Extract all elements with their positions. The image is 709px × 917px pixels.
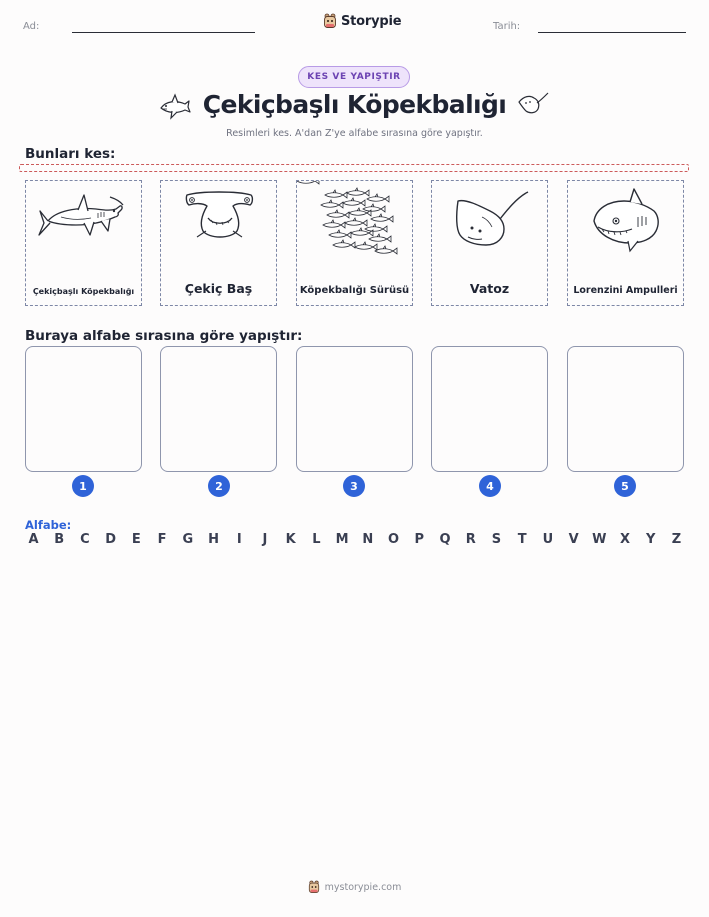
- footer-site[interactable]: mystorypie.com: [324, 881, 402, 893]
- cut-card[interactable]: [567, 180, 684, 306]
- position-number: 4: [479, 475, 501, 497]
- stingray-icon: [432, 181, 549, 281]
- cut-card[interactable]: [25, 180, 142, 306]
- instructions: Resimleri kes. A'dan Z'ye alfabe sırasına göre yapıştır.: [226, 128, 483, 139]
- alphabet-letter: N: [362, 532, 374, 547]
- cut-card[interactable]: [160, 180, 277, 306]
- activity-badge: KES VE YAPIŞTIR: [298, 66, 410, 88]
- position-number: 3: [343, 475, 365, 497]
- brand-name: Storypie: [341, 13, 402, 29]
- card-label: Köpekbalığı Sürüsü: [299, 285, 410, 296]
- storypie-mascot-icon: [323, 13, 337, 29]
- position-number: 1: [72, 475, 94, 497]
- alphabet-letter: X: [620, 532, 631, 547]
- cut-line: [19, 164, 689, 172]
- alphabet-letter: L: [312, 532, 321, 547]
- cut-card[interactable]: [431, 180, 548, 306]
- alphabet-letter: O: [388, 532, 400, 547]
- card-label: Çekiç Baş: [184, 281, 253, 296]
- card-label: Vatoz: [469, 281, 510, 296]
- alphabet-letter: E: [131, 532, 141, 547]
- paste-heading: Buraya alfabe sırasına göre yapıştır:: [25, 328, 303, 344]
- alphabet-letter: R: [465, 532, 476, 547]
- alphabet-letter: Z: [671, 532, 682, 547]
- alphabet-letter: F: [157, 532, 167, 547]
- alphabet-letter: Q: [439, 532, 451, 547]
- alphabet-letter: I: [236, 532, 242, 547]
- alphabet-letter: Y: [646, 532, 656, 547]
- alphabet-letter: V: [568, 532, 579, 547]
- alphabet-letter: P: [414, 532, 425, 547]
- alphabet-letter: A: [28, 532, 39, 547]
- paste-box[interactable]: [296, 346, 413, 472]
- cut-card[interactable]: [296, 180, 413, 306]
- name-label: Ad:: [23, 21, 40, 32]
- alphabet-letter: D: [105, 532, 117, 547]
- card-label: Çekiçbaşlı Köpekbalığı: [32, 287, 135, 296]
- date-line: [538, 32, 686, 33]
- alphabet-letter: M: [335, 532, 349, 547]
- paste-box[interactable]: [567, 346, 684, 472]
- alphabet-letter: K: [285, 532, 296, 547]
- page-title: Çekiçbaşlı Köpekbalığı: [202, 90, 507, 119]
- alphabet-letter: T: [517, 532, 527, 547]
- card-label: Lorenzini Ampulleri: [573, 285, 678, 296]
- paste-box[interactable]: [25, 346, 142, 472]
- alphabet-letter: U: [542, 532, 554, 547]
- alphabet-letter: H: [208, 532, 219, 547]
- hammer-head-icon: [161, 181, 278, 281]
- paste-box[interactable]: [160, 346, 277, 472]
- alphabet-letter: G: [182, 532, 194, 547]
- alphabet-letter: S: [491, 532, 502, 547]
- storypie-mascot-icon: [308, 880, 320, 894]
- alphabet-letter: J: [262, 532, 268, 547]
- shark-face-icon: [568, 181, 685, 281]
- footer: [0, 880, 709, 894]
- alphabet-label: Alfabe:: [25, 518, 72, 532]
- alphabet-letter: W: [592, 532, 607, 547]
- position-number: 5: [614, 475, 636, 497]
- date-label: Tarih:: [493, 21, 521, 32]
- alphabet-letter: C: [80, 532, 90, 547]
- position-number: 2: [208, 475, 230, 497]
- alphabet-letter: B: [54, 532, 65, 547]
- brand-logo: [323, 13, 401, 29]
- alphabet-row: [25, 532, 685, 547]
- hammerhead-shark-icon: [26, 181, 143, 281]
- paste-box[interactable]: [431, 346, 548, 472]
- shark-school-icon: [297, 181, 414, 281]
- cut-heading: Bunları kes:: [25, 146, 116, 162]
- name-line: [72, 32, 255, 33]
- stingray-doodle-icon: [516, 90, 550, 120]
